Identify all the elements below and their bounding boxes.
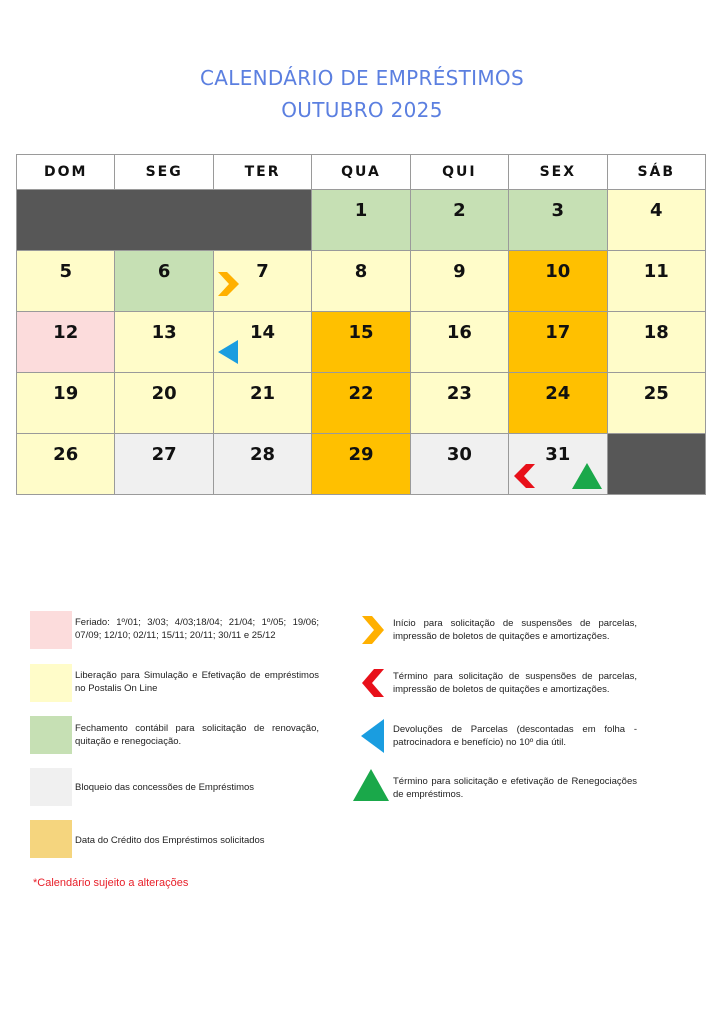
- day-number: 10: [545, 261, 571, 282]
- day-number: 19: [53, 383, 79, 404]
- day-number: 23: [446, 383, 472, 404]
- day-number: 9: [453, 261, 466, 282]
- day-number: 21: [250, 383, 276, 404]
- weekday-thu: QUI: [410, 155, 508, 190]
- legend-text-termino-suspensao: Término para solicitação de suspensões de parcelas, impressão de boletos de quitações e amortizações.: [393, 671, 637, 695]
- calendar-title: CALENDÁRIO DE EMPRÉSTIMOS: [200, 66, 524, 90]
- calendar-day-cell: [312, 373, 410, 434]
- day-number: 16: [446, 322, 472, 343]
- calendar-day-cell: [509, 373, 607, 434]
- day-number: 7: [256, 261, 269, 282]
- day-number: 13: [151, 322, 177, 343]
- calendar-month: OUTUBRO 2025: [281, 98, 443, 122]
- calendar-day-cell: [509, 434, 607, 495]
- calendar-week-row: [17, 312, 706, 373]
- weekday-mon: SEG: [115, 155, 213, 190]
- day-number: 5: [59, 261, 72, 282]
- day-number: 18: [643, 322, 669, 343]
- day-number: 30: [446, 444, 472, 465]
- calendar-day-cell: [115, 251, 213, 312]
- triangle-left-icon: [360, 718, 386, 759]
- day-number: 31: [545, 444, 571, 465]
- calendar-week-row: [17, 251, 706, 312]
- weekday-header-row: [17, 155, 706, 190]
- calendar-week-row: [17, 434, 706, 495]
- day-number: 12: [53, 322, 79, 343]
- day-number: 29: [348, 444, 374, 465]
- calendar-day-cell: [115, 312, 213, 373]
- day-number: 11: [643, 261, 669, 282]
- legend-swatch-feriado: [30, 611, 72, 649]
- legend-text-termino-renegociacao: Término para solicitação e efetivação de Renegociações de empréstimos.: [393, 776, 637, 800]
- day-number: 22: [348, 383, 374, 404]
- calendar-blocked-cell: [17, 190, 312, 251]
- calendar-day-cell: [115, 434, 213, 495]
- calendar-day-cell: [607, 312, 705, 373]
- legend-text-bloqueio: Bloqueio das concessões de Empréstimos: [75, 782, 255, 793]
- calendar-blocked-cell: [607, 434, 705, 495]
- triangle-up-icon: [571, 462, 603, 490]
- chevron-right-icon: [216, 270, 242, 298]
- triangle-up-icon: [352, 768, 390, 807]
- day-number: 4: [650, 200, 663, 221]
- day-number: 2: [453, 200, 466, 221]
- day-number: 8: [354, 261, 368, 282]
- disclaimer-note: *Calendário sujeito a alterações: [33, 877, 189, 889]
- calendar-day-cell: [312, 190, 410, 251]
- calendar-table: [16, 154, 706, 495]
- calendar-day-cell: [509, 312, 607, 373]
- calendar-day-cell: [312, 434, 410, 495]
- day-number: 24: [545, 383, 571, 404]
- day-number: 14: [250, 322, 276, 343]
- legend-text-fechamento: Fechamento contábil para solicitação de renovação, quitação e renegociação.: [75, 723, 319, 747]
- calendar-day-cell: [17, 373, 115, 434]
- calendar-day-cell: [509, 190, 607, 251]
- calendar-day-cell: [17, 434, 115, 495]
- calendar-day-cell: [410, 434, 508, 495]
- calendar-day-cell: [410, 373, 508, 434]
- calendar-day-cell: [410, 190, 508, 251]
- calendar-day-cell: [312, 312, 410, 373]
- weekday-sun: DOM: [17, 155, 115, 190]
- legend-text-inicio-suspensao: Início para solicitação de suspensões de parcelas, impressão de boletos de quitações e amortizações.: [393, 618, 637, 642]
- legend-swatch-credito: [30, 820, 72, 858]
- calendar-day-cell: [115, 373, 213, 434]
- day-number: 25: [643, 383, 669, 404]
- chevron-left-icon: [360, 667, 386, 704]
- day-number: 28: [250, 444, 276, 465]
- calendar-day-cell: [213, 434, 311, 495]
- day-number: 20: [151, 383, 177, 404]
- day-number: 26: [53, 444, 79, 465]
- calendar-day-cell: [607, 373, 705, 434]
- calendar-day-cell: [410, 312, 508, 373]
- weekday-tue: TER: [213, 155, 311, 190]
- day-number: 27: [151, 444, 177, 465]
- calendar-week-row: [17, 190, 706, 251]
- calendar-day-cell: [17, 251, 115, 312]
- calendar-day-cell: [17, 312, 115, 373]
- day-number: 17: [545, 322, 571, 343]
- legend-text-devolucoes: Devoluções de Parcelas (descontadas em folha - patrocinadora e benefício) no 10º dia útil.: [393, 724, 637, 748]
- legend-swatch-bloqueio: [30, 768, 72, 806]
- calendar-day-cell: [213, 312, 311, 373]
- calendar-day-cell: [312, 251, 410, 312]
- calendar-day-cell: [410, 251, 508, 312]
- triangle-left-icon: [216, 339, 240, 365]
- legend-text-credito: Data do Crédito dos Empréstimos solicitados: [75, 835, 265, 846]
- calendar-day-cell: [213, 251, 311, 312]
- legend-swatch-fechamento: [30, 716, 72, 754]
- legend-swatch-liberacao: [30, 664, 72, 702]
- calendar-day-cell: [607, 251, 705, 312]
- calendar-day-cell: [213, 373, 311, 434]
- legend-text-feriado: Feriado: 1º/01; 3/03; 4/03;18/04; 21/04; 1º/05; 19/06; 07/09; 12/10; 02/11; 15/11; 20/11; 30/11 e 25/12: [75, 617, 319, 641]
- calendar-day-cell: [607, 190, 705, 251]
- chevron-left-icon: [511, 462, 537, 490]
- day-number: 15: [348, 322, 374, 343]
- calendar-week-row: [17, 373, 706, 434]
- legend-text-liberacao: Liberação para Simulação e Efetivação de empréstimos no Postalis On Line: [75, 670, 319, 694]
- day-number: 1: [354, 200, 368, 221]
- day-number: 6: [157, 261, 171, 282]
- weekday-sat: SÁB: [607, 155, 705, 190]
- weekday-wed: QUA: [312, 155, 410, 190]
- chevron-right-icon: [360, 614, 386, 651]
- calendar-day-cell: [509, 251, 607, 312]
- weekday-fri: SEX: [509, 155, 607, 190]
- day-number: 3: [551, 200, 565, 221]
